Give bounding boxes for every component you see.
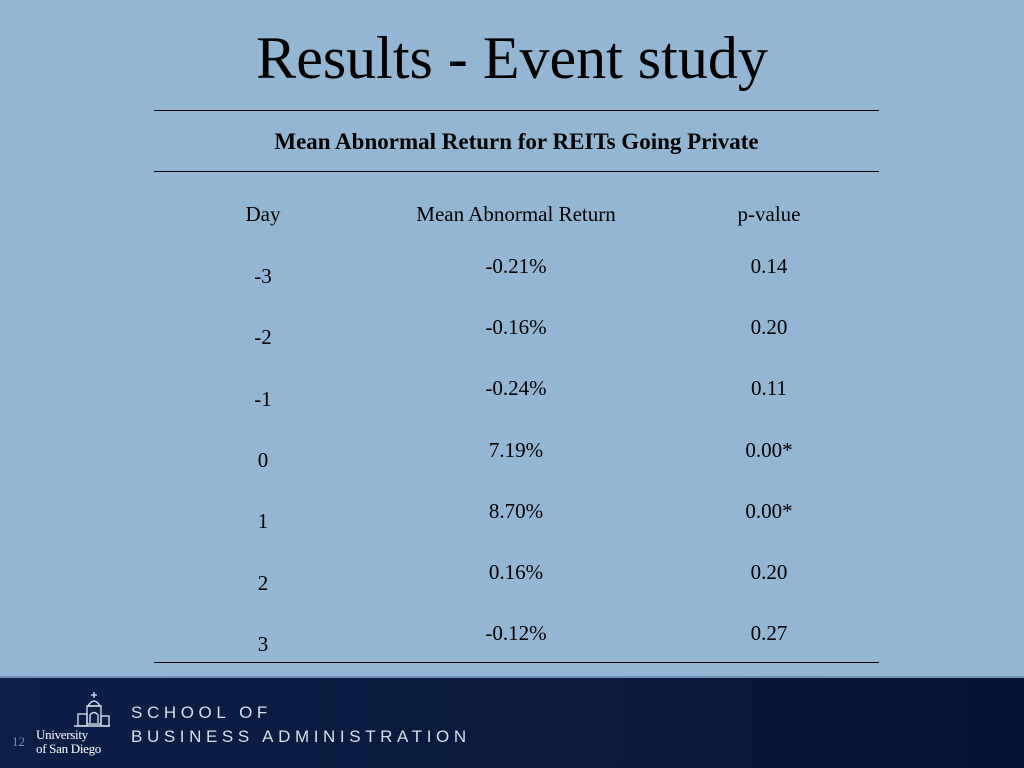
- table-cell-p-value: 0.14: [750, 254, 788, 278]
- table-cell-p-value: 0.27: [750, 621, 788, 645]
- logo-san-diego-text: of San Diego: [36, 741, 101, 756]
- table-cell-day: 2: [257, 571, 269, 595]
- table-caption: Mean Abnormal Return for REITs Going Private: [274, 129, 759, 154]
- table-cell-day: 0: [257, 448, 269, 472]
- table-cell-p-value: 0.20: [750, 560, 788, 584]
- table-cell-day: -1: [254, 387, 272, 411]
- table-cell-p-value: 0.00*: [745, 438, 793, 462]
- table-cell-p-value: 0.11: [751, 376, 787, 400]
- table-cell-day: 1: [257, 509, 269, 533]
- slide-title: Results - Event study: [256, 25, 768, 91]
- footer-accent-line: [0, 676, 1024, 678]
- table-header-rule: [154, 171, 879, 172]
- school-name-line-2: BUSINESS ADMINISTRATION: [131, 727, 471, 746]
- table-cell-day: 3: [257, 632, 269, 656]
- table-cell-p-value: 0.00*: [745, 499, 793, 523]
- table-cell-day: -2: [254, 325, 272, 349]
- mission-tower-icon: [34, 692, 112, 732]
- university-logo: [34, 692, 112, 762]
- table-cell-mean-abnormal-return: -0.21%: [485, 254, 547, 278]
- table-cell-mean-abnormal-return: 0.16%: [488, 560, 544, 584]
- table-cell-mean-abnormal-return: -0.12%: [485, 621, 547, 645]
- column-header-mean-abnormal-return: Mean Abnormal Return: [416, 202, 616, 226]
- table-top-rule: [154, 110, 879, 111]
- slide-number: 12: [12, 734, 25, 749]
- column-header-day: Day: [245, 202, 281, 226]
- table-cell-mean-abnormal-return: -0.16%: [485, 315, 547, 339]
- logo-university-text: University: [36, 727, 88, 742]
- table-cell-mean-abnormal-return: -0.24%: [485, 376, 547, 400]
- school-name-line-1: SCHOOL OF: [131, 703, 272, 722]
- table-cell-p-value: 0.20: [750, 315, 788, 339]
- table-cell-day: -3: [254, 264, 272, 288]
- footer-banner: [0, 676, 1024, 768]
- table-cell-mean-abnormal-return: 7.19%: [488, 438, 544, 462]
- table-cell-mean-abnormal-return: 8.70%: [488, 499, 544, 523]
- column-header-p-value: p-value: [737, 202, 801, 226]
- table-bottom-rule: [154, 662, 879, 663]
